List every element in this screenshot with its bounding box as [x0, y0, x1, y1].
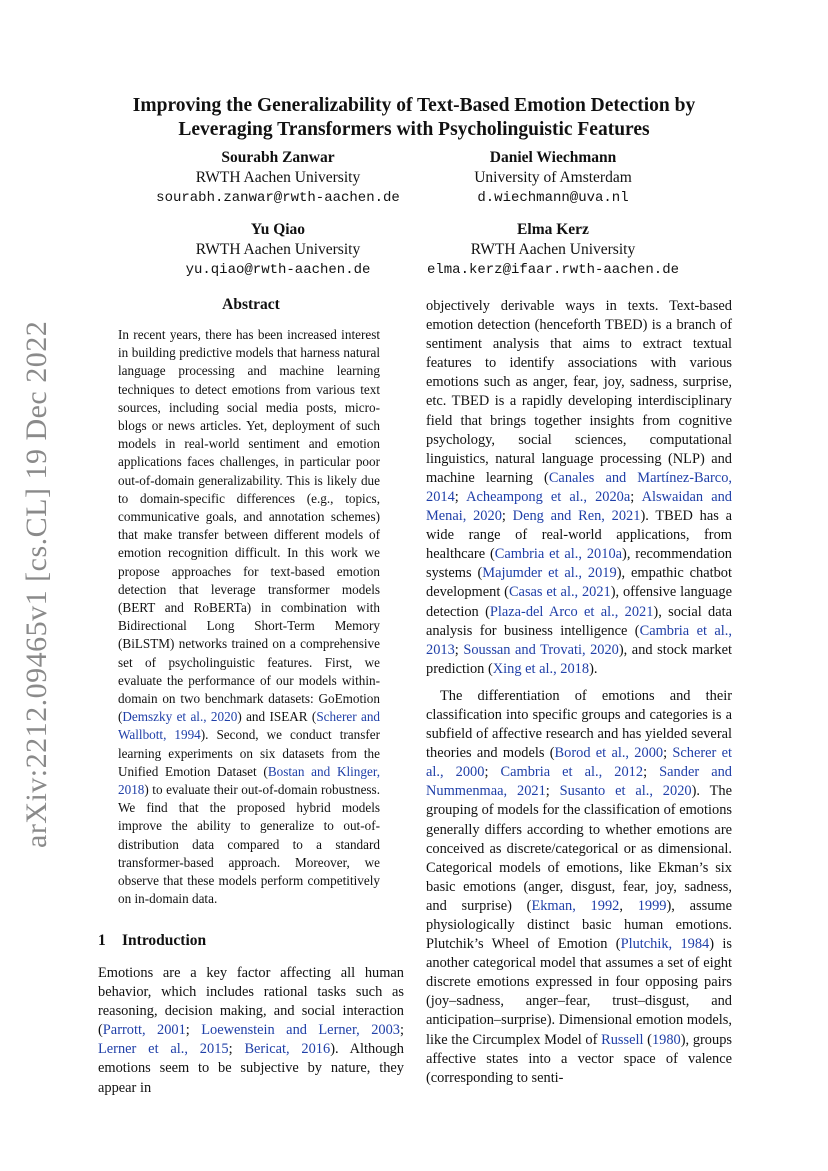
citation-link[interactable]: Demszky et al., 2020	[122, 709, 238, 725]
author-email[interactable]: yu.qiao@rwth-aachen.de	[185, 262, 371, 278]
paper-title	[90, 94, 738, 142]
citation-link[interactable]: Acheampong et al., 2020a	[466, 488, 631, 505]
author-name: Daniel Wiechmann	[489, 149, 617, 166]
abstract-heading: Abstract	[222, 296, 280, 313]
citation-link[interactable]: Loewenstein and Lerner, 2003	[201, 1022, 400, 1039]
author-email[interactable]: elma.kerz@ifaar.rwth-aachen.de	[426, 262, 680, 278]
citation-link[interactable]: Majumder et al., 2019	[482, 565, 617, 582]
author-name: Yu Qiao	[250, 221, 306, 238]
citation-link[interactable]: 1999	[637, 897, 667, 914]
author-affiliation: University of Amsterdam	[474, 169, 632, 186]
author-email[interactable]: d.wiechmann@uva.nl	[477, 190, 629, 206]
intro-right-column	[426, 297, 732, 1088]
citation-link[interactable]: Scherer et al., 2000	[426, 745, 732, 781]
author-block	[143, 148, 413, 208]
author-block	[418, 220, 688, 280]
citation-link[interactable]: Lerner et al., 2015	[98, 1041, 229, 1058]
arxiv-side-stamp: arXiv:2212.09465v1 [cs.CL] 19 Dec 2022	[20, 320, 53, 848]
intro-left-column: Emotions are a key factor affecting all human behavior, which includes rational tasks such as reasoning, decision making, and social interaction (Parrott, 2001; Loewenstein and Lerner, 2003; Lerner et al., 2015; Bericat, 2016). Although emotions seem to be subjective by nature, they appear in	[98, 965, 404, 1096]
author-email[interactable]: sourabh.zanwar@rwth-aachen.de	[156, 190, 400, 206]
author-affiliation: RWTH Aachen University	[195, 241, 361, 258]
citation-link[interactable]: Ekman, 1992	[531, 897, 620, 914]
citation-link[interactable]: Borod et al., 2000	[554, 745, 664, 762]
citation-link[interactable]: Plutchik, 1984	[620, 936, 710, 953]
citation-link[interactable]: Alswaidan and Menai, 2020	[426, 488, 732, 525]
citation-link[interactable]: Scherer and Wallbott, 1994	[118, 709, 381, 743]
section-heading	[98, 932, 398, 950]
citation-link[interactable]: Cambria et al., 2013	[426, 622, 732, 658]
citation-link[interactable]: Sander and Nummenmaa, 2021	[426, 764, 732, 800]
citation-link[interactable]: Canales and Martínez-Barco, 2014	[426, 469, 732, 505]
author-block	[418, 148, 688, 208]
citation-link[interactable]: Bostan and Klinger, 2018	[118, 763, 381, 798]
citation-link[interactable]: Russell	[601, 1031, 644, 1048]
intro-paragraph: The differentiation of emotions and their classification into specific groups and categories is a subfield of affective research and has yielded several theories and models (Borod et al., 2000; Scherer et al., 2000; Cambria et al., 2012; Sander and Nummenmaa, 2021; Susanto et al., 2020). The grouping of models for the classification of emotions generally differs according to whether emotions are conceived as discrete/categorical or as dimensional. Categorical models of emotions, like Ekman’s six basic emotions (anger, disgust, fear, joy, sadness, and surprise) (Ekman, 1992, 1999), assume physiologically distinct basic human emotions. Plutchik’s Wheel of Emotion (Plutchik, 1984) is another categorical model that assumes a set of eight discrete emotions expressed in four opposing pairs (joy–sadness, anger–fear, trust–disgust, and anticipation–surprise). Dimensional emotion models, like the Circumplex Model of Russell (1980), groups affective states into a vector space of valence (corresponding to senti-	[426, 687, 732, 1086]
author-affiliation: RWTH Aachen University	[195, 169, 361, 186]
citation-link[interactable]: Soussan and Trovati, 2020	[463, 641, 619, 658]
author-name: Sourabh Zanwar	[221, 149, 335, 166]
citation-link[interactable]: Bericat, 2016	[244, 1041, 331, 1058]
citation-link[interactable]: Susanto et al., 2020	[559, 783, 692, 800]
citation-link[interactable]: Cambria et al., 2012	[500, 764, 644, 781]
citation-link[interactable]: Plaza-del Arco et al., 2021	[489, 603, 654, 620]
section-title: Introduction	[122, 932, 207, 949]
author-name: Elma Kerz	[517, 221, 589, 238]
intro-paragraph: objectively derivable ways in texts. Text-based emotion detection (henceforth TBED) is a branch of sentiment analysis that aims to extract textual features to identify associations with various emotions such as anger, fear, joy, sadness, surprise, etc. TBED is a rapidly developing interdisciplinary field that brings together insights from cognitive psychology, social sciences, computational linguistics, natural language processing (NLP) and machine learning (Canales and Martínez-Barco, 2014; Acheampong et al., 2020a; Alswaidan and Menai, 2020; Deng and Ren, 2021). TBED has a wide range of real-world applications, from healthcare (Cambria et al., 2010a), recommendation systems (Majumder et al., 2019), empathic chatbot development (Casas et al., 2021), offensive language detection (Plaza-del Arco et al., 2021), social data analysis for business intelligence (Cambria et al., 2013; Soussan and Trovati, 2020), and stock market prediction (Xing et al., 2018).	[426, 298, 733, 677]
citation-link[interactable]: Parrott, 2001	[102, 1022, 186, 1039]
author-block	[143, 220, 413, 280]
citation-link[interactable]: Deng and Ren, 2021	[512, 508, 641, 525]
author-affiliation: RWTH Aachen University	[470, 241, 636, 258]
citation-link[interactable]: 1980	[651, 1031, 681, 1048]
section-number: 1	[98, 932, 106, 949]
citation-link[interactable]: Xing et al., 2018	[492, 660, 590, 677]
abstract-body: In recent years, there has been increased interest in building predictive models that harness natural language processing and machine learning techniques to detect emotions from various text sources, including social media posts, micro-blogs or news articles. Yet, deployment of such models in real-world sentiment and emotion applications faces challenges, in particular poor out-of-domain generalizability. This is likely due to domain-specific differences (e.g., topics, communicative goals, and annotation schemes) that make transfer between different models of emotion recognition difficult. In this work we propose approaches for text-based emotion detection that leverage transformer models (BERT and RoBERTa) in combination with Bidirectional Long Short-Term Memory (BiLSTM) networks trained on a comprehensive set of psycholinguistic features. First, we evaluate the performance of our models within-domain on two benchmark datasets: GoEmotion (Demszky et al., 2020) and ISEAR (Scherer and Wallbott, 1994). Second, we conduct transfer learning experiments on six datasets from the Unified Emotion Dataset (Bostan and Klinger, 2018) to evaluate their out-of-domain robustness. We find that the proposed hybrid models improve the ability to generalize to out-of-distribution data compared to a standard transformer-based approach. Moreover, we observe that these models perform competitively on in-domain data.	[118, 327, 381, 907]
title-line: Leveraging Transformers with Psycholinguistic Features	[178, 119, 650, 140]
title-line: Improving the Generalizability of Text-Based Emotion Detection by	[132, 95, 696, 116]
citation-link[interactable]: Cambria et al., 2010a	[494, 546, 623, 563]
citation-link[interactable]: Casas et al., 2021	[508, 584, 611, 601]
